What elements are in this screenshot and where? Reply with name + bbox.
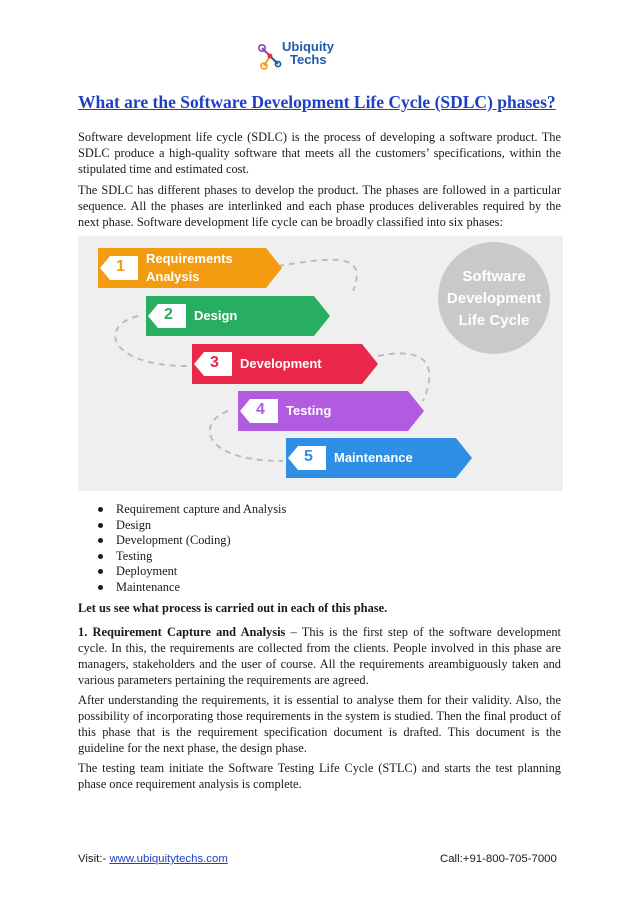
- section-1-paragraph: [78, 624, 561, 688]
- phase-2-number: 2: [164, 306, 173, 323]
- bullet-icon: [98, 523, 103, 528]
- sdlc-diagram: [78, 236, 563, 491]
- logo-wordmark: [282, 40, 334, 66]
- section-1-heading: 1. Requirement Capture and Analysis: [78, 625, 286, 639]
- stlc-paragraph: The testing team initiate the Software Testing Life Cycle (STLC) and starts the test planning phase once requirement analysis is complete.: [78, 761, 561, 791]
- intro-paragraph-1: Software development life cycle (SDLC) is the process of developing a software product. The SDLC produce a high-quality software that meets all the customers’ specifications, within the stipulated time and estimated cost.: [78, 130, 561, 176]
- list-item-text: Testing: [116, 548, 153, 563]
- circle-line-2: Development: [446, 290, 542, 307]
- list-item-text: Development (Coding): [116, 533, 231, 548]
- list-item: [78, 549, 558, 565]
- phase-1-number: 1: [116, 258, 125, 275]
- analysis-paragraph: After understanding the requirements, it is essential to analyse them for their validity. Also, the possibility of incorporating those requirements in the system is studied. Then the final product of this phase that is the requirement specification document is drafted. This document is the guideline for the next phase, the design phase.: [78, 693, 561, 755]
- list-item-text: Requirement capture and Analysis: [116, 502, 287, 516]
- list-item: [78, 502, 558, 518]
- bullet-icon: [98, 507, 103, 512]
- intro-paragraph-2: The SDLC has different phases to develop the product. The phases are followed in a particular sequence. All the phases are interlinked and each phase produces deliverables required by the next phase. Software development life cycle can be broadly classified into six phases:: [78, 183, 561, 229]
- connector-1-2: [278, 260, 357, 291]
- logo-line2: Techs: [290, 52, 327, 67]
- list-item-text: Deployment: [116, 564, 178, 579]
- circle-line-1: Software: [462, 268, 526, 285]
- page-title: What are the Software Development Life Cycle (SDLC) phases?: [78, 92, 556, 112]
- company-logo: [256, 40, 366, 74]
- phase-4-number: 4: [256, 401, 265, 418]
- list-item: [78, 580, 558, 596]
- bullet-icon: [98, 554, 103, 559]
- phase-4-label: Testing: [286, 403, 332, 418]
- phase-3-number: 3: [210, 354, 219, 371]
- bullet-icon: [98, 585, 103, 590]
- list-item-text: Maintenance: [116, 579, 180, 594]
- molecule-icon: [256, 40, 282, 74]
- section-1-text: – This is the first step of the software development cycle. In this, the requirements are collected from the clients. People involved in this phase are managers, stakeholders and the user of course. All the requirements areambiguously taken and various parameters pertaining the requirements are agreed.: [78, 625, 561, 687]
- footer-visit-label: Visit:-: [78, 853, 110, 865]
- sdlc-circle-label: [438, 266, 550, 332]
- phase-5-label: Maintenance: [334, 450, 413, 465]
- bullet-icon: [98, 538, 103, 543]
- phase-5-number: 5: [304, 448, 313, 465]
- phase-1-label-line2: Analysis: [146, 269, 200, 284]
- section-intro: Let us see what process is carried out in each of this phase.: [78, 601, 388, 615]
- phase-list: [78, 502, 558, 596]
- footer-call: Call:+91-800-705-7000: [440, 853, 557, 865]
- logo-line1: Ubiquity: [282, 39, 334, 54]
- list-item: [78, 533, 558, 549]
- circle-line-3: Life Cycle: [458, 312, 530, 329]
- list-item: [78, 518, 558, 534]
- phase-2-label: Design: [194, 308, 238, 323]
- phase-3-label: Development: [240, 356, 322, 371]
- phase-1-label: [146, 250, 233, 286]
- list-item-text: Design: [116, 517, 152, 532]
- website-link[interactable]: www.ubiquitytechs.com: [109, 853, 228, 865]
- phase-1-label-line1: Requirements: [146, 251, 233, 266]
- list-item: [78, 564, 558, 580]
- footer-visit: [78, 853, 228, 865]
- bullet-icon: [98, 569, 103, 574]
